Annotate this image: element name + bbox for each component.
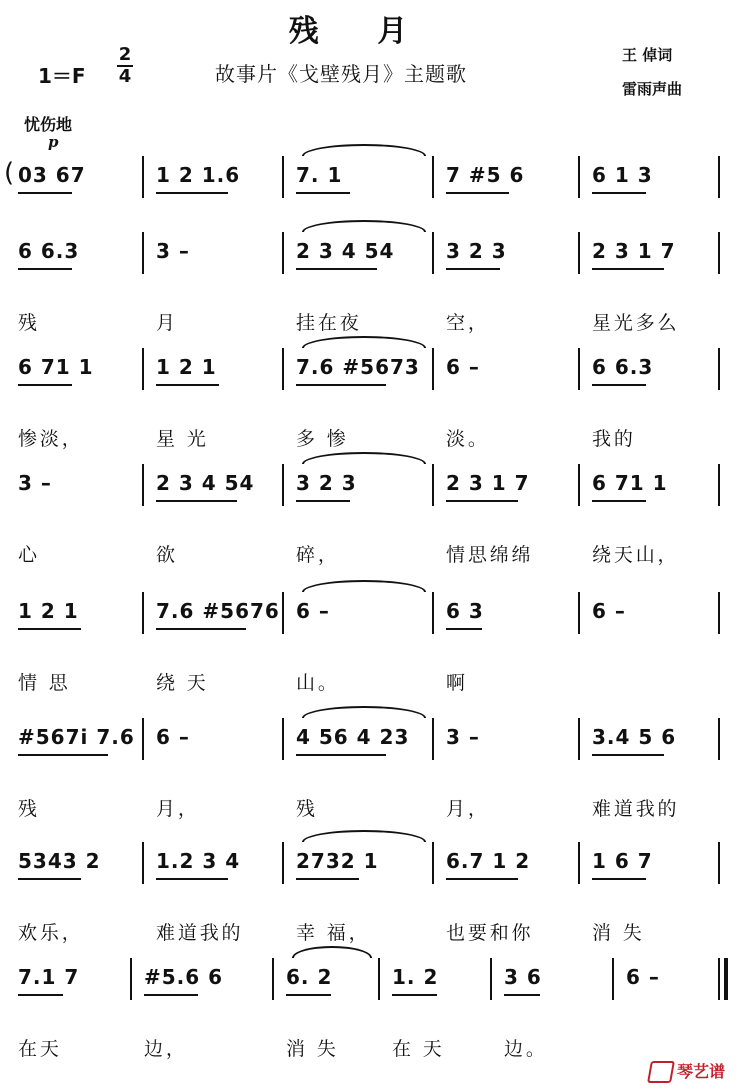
lyric-text: 在天: [18, 1038, 62, 1060]
measure-notes: 7.6 #5676: [156, 599, 280, 623]
barline: [142, 842, 144, 884]
time-signature: [117, 46, 133, 86]
measure-notes: 6 6.3: [18, 239, 80, 263]
underline-beam: [18, 268, 72, 270]
underline-beam: [18, 628, 81, 630]
meter-bottom: 4: [118, 66, 132, 87]
barline: [142, 718, 144, 760]
barline: [142, 156, 144, 198]
lyric-text: 残: [296, 798, 318, 820]
underline-beam: [156, 192, 228, 194]
measure-notes: 1 2 1.6: [156, 163, 241, 187]
underline-beam: [18, 994, 63, 996]
underline-beam: [18, 878, 81, 880]
barline: [578, 156, 580, 198]
slur-mark: [302, 706, 426, 718]
lyric-text: 山。: [296, 672, 340, 694]
measure-notes: 6 –: [156, 725, 190, 749]
barline: [490, 958, 492, 1000]
underline-beam: [446, 192, 509, 194]
lyric-text: 空，: [446, 312, 490, 334]
measure-notes: 1 6 7: [592, 849, 653, 873]
underline-beam: [392, 994, 437, 996]
underline-beam: [592, 500, 646, 502]
barline: [718, 464, 720, 506]
lyric-text: 残: [18, 312, 40, 334]
measure-notes: 6 6.3: [592, 355, 654, 379]
slur-mark: [302, 452, 426, 464]
measure-notes: 4 56 4 23: [296, 725, 410, 749]
page-title: 残 月: [288, 14, 432, 49]
lyric-text: 星光多么: [592, 312, 680, 334]
underline-beam: [592, 754, 664, 756]
lyric-text: 淡。: [446, 428, 490, 450]
measure-notes: 7.1 7: [18, 965, 80, 989]
barline: [142, 348, 144, 390]
lyric-text: 碎，: [296, 544, 340, 566]
barline: [432, 592, 434, 634]
repeat-parenthesis: (: [4, 158, 15, 188]
lyric-text: 在 天: [392, 1038, 445, 1060]
underline-beam: [446, 878, 518, 880]
barline: [612, 958, 614, 1000]
key-signature: 1＝F: [38, 64, 86, 88]
watermark-logo-icon: [647, 1061, 675, 1083]
underline-beam: [286, 994, 331, 996]
underline-beam: [296, 268, 377, 270]
measure-notes: 6 1 3: [592, 163, 653, 187]
barline: [142, 464, 144, 506]
lyric-text: 欢乐，: [18, 922, 84, 944]
measure-notes: #567i 7.6: [18, 725, 135, 749]
lyric-text: 欲: [156, 544, 178, 566]
lyric-text: 边。: [504, 1038, 548, 1060]
barline: [578, 592, 580, 634]
measure-notes: 2 3 1 7: [592, 239, 676, 263]
slur-mark: [302, 336, 426, 348]
underline-beam: [156, 878, 228, 880]
measure-notes: 5343 2: [18, 849, 101, 873]
underline-beam: [18, 754, 108, 756]
watermark-text: 琴艺谱: [676, 1061, 725, 1081]
slur-mark: [292, 946, 372, 958]
lyric-text: 消 失: [286, 1038, 339, 1060]
barline: [718, 232, 720, 274]
measure-notes: 6. 2: [286, 965, 333, 989]
barline: [724, 958, 728, 1000]
underline-beam: [156, 628, 246, 630]
lyric-text: 幸 福，: [296, 922, 371, 944]
measure-notes: 1. 2: [392, 965, 439, 989]
measure-notes: 6 71 1: [18, 355, 94, 379]
measure-notes: 3 –: [446, 725, 480, 749]
measure-notes: 1.2 3 4: [156, 849, 241, 873]
measure-notes: 3 –: [18, 471, 52, 495]
barline: [282, 156, 284, 198]
slur-mark: [302, 144, 426, 156]
barline: [142, 592, 144, 634]
barline: [142, 232, 144, 274]
dynamic-marking: p: [48, 133, 59, 151]
lyric-text: 月: [156, 312, 178, 334]
measure-notes: 3 6: [504, 965, 542, 989]
slur-mark: [302, 580, 426, 592]
subtitle: 故事片《戈壁残月》主题歌: [215, 62, 467, 86]
underline-beam: [504, 994, 540, 996]
underline-beam: [296, 500, 350, 502]
measure-notes: 6 3: [446, 599, 484, 623]
barline: [432, 464, 434, 506]
lyric-text: 难道我的: [156, 922, 244, 944]
measure-notes: 2 3 4 54: [296, 239, 395, 263]
measure-notes: #5.6 6: [144, 965, 224, 989]
measure-notes: 1 2 1: [156, 355, 217, 379]
barline: [718, 592, 720, 634]
tempo-marking: 忧伤地: [24, 115, 73, 134]
underline-beam: [18, 192, 72, 194]
slur-mark: [302, 220, 426, 232]
barline: [432, 232, 434, 274]
lyric-text: 惨淡，: [18, 428, 84, 450]
barline: [718, 156, 720, 198]
barline: [282, 464, 284, 506]
lyric-text: 月，: [156, 798, 200, 820]
lyric-text: 也要和你: [446, 922, 534, 944]
measure-notes: 6 –: [296, 599, 330, 623]
lyric-text: 啊: [446, 672, 468, 694]
barline: [432, 348, 434, 390]
underline-beam: [592, 268, 664, 270]
barline: [578, 842, 580, 884]
barline: [718, 348, 720, 390]
lyric-text: 情思绵绵: [446, 544, 534, 566]
barline: [282, 348, 284, 390]
barline: [282, 592, 284, 634]
barline: [578, 232, 580, 274]
underline-beam: [296, 192, 350, 194]
lyric-text: 星 光: [156, 428, 209, 450]
barline: [718, 842, 720, 884]
measure-notes: 3.4 5 6: [592, 725, 677, 749]
measure-notes: 7.6 #5673: [296, 355, 420, 379]
measure-notes: 7 #5 6: [446, 163, 525, 187]
underline-beam: [296, 878, 359, 880]
underline-beam: [144, 994, 198, 996]
underline-beam: [446, 268, 500, 270]
barline: [432, 842, 434, 884]
final-barline: [718, 958, 720, 1000]
underline-beam: [592, 878, 646, 880]
measure-notes: 6 –: [446, 355, 480, 379]
barline: [282, 718, 284, 760]
measure-notes: 1 2 1: [18, 599, 79, 623]
measure-notes: 6 –: [626, 965, 660, 989]
barline: [378, 958, 380, 1000]
underline-beam: [18, 384, 72, 386]
underline-beam: [156, 384, 219, 386]
measure-notes: 3 –: [156, 239, 190, 263]
barline: [578, 718, 580, 760]
underline-beam: [296, 384, 386, 386]
underline-beam: [592, 192, 646, 194]
lyric-text: 绕天山，: [592, 544, 680, 566]
lyric-text: 难道我的: [592, 798, 680, 820]
barline: [432, 156, 434, 198]
lyric-text: 绕 天: [156, 672, 209, 694]
lyric-text: 边，: [144, 1038, 188, 1060]
barline: [578, 464, 580, 506]
underline-beam: [592, 384, 646, 386]
barline: [282, 842, 284, 884]
barline: [432, 718, 434, 760]
lyric-text: 消 失: [592, 922, 645, 944]
measure-notes: 6 –: [592, 599, 626, 623]
measure-notes: 7. 1: [296, 163, 343, 187]
measure-notes: 3 2 3: [296, 471, 357, 495]
lyricist-credit: 王 倬词: [622, 46, 673, 64]
underline-beam: [156, 500, 237, 502]
lyric-text: 挂在夜: [296, 312, 362, 334]
lyric-text: 情 思: [18, 672, 71, 694]
measure-notes: 2 3 4 54: [156, 471, 255, 495]
measure-notes: 03 67: [18, 163, 86, 187]
lyric-text: 残: [18, 798, 40, 820]
underline-beam: [296, 754, 386, 756]
underline-beam: [446, 500, 518, 502]
measure-notes: 6.7 1 2: [446, 849, 531, 873]
barline: [578, 348, 580, 390]
lyric-text: 月，: [446, 798, 490, 820]
barline: [272, 958, 274, 1000]
underline-beam: [446, 628, 482, 630]
meter-top: 2: [118, 44, 132, 65]
measure-notes: 6 71 1: [592, 471, 668, 495]
watermark: [649, 1059, 725, 1084]
measure-notes: 2732 1: [296, 849, 379, 873]
composer-credit: 雷雨声曲: [622, 80, 683, 98]
lyric-text: 我的: [592, 428, 636, 450]
lyric-text: 多 惨: [296, 428, 349, 450]
barline: [130, 958, 132, 1000]
lyric-text: 心: [18, 544, 40, 566]
slur-mark: [302, 830, 426, 842]
measure-notes: 2 3 1 7: [446, 471, 530, 495]
barline: [282, 232, 284, 274]
measure-notes: 3 2 3: [446, 239, 507, 263]
barline: [718, 718, 720, 760]
